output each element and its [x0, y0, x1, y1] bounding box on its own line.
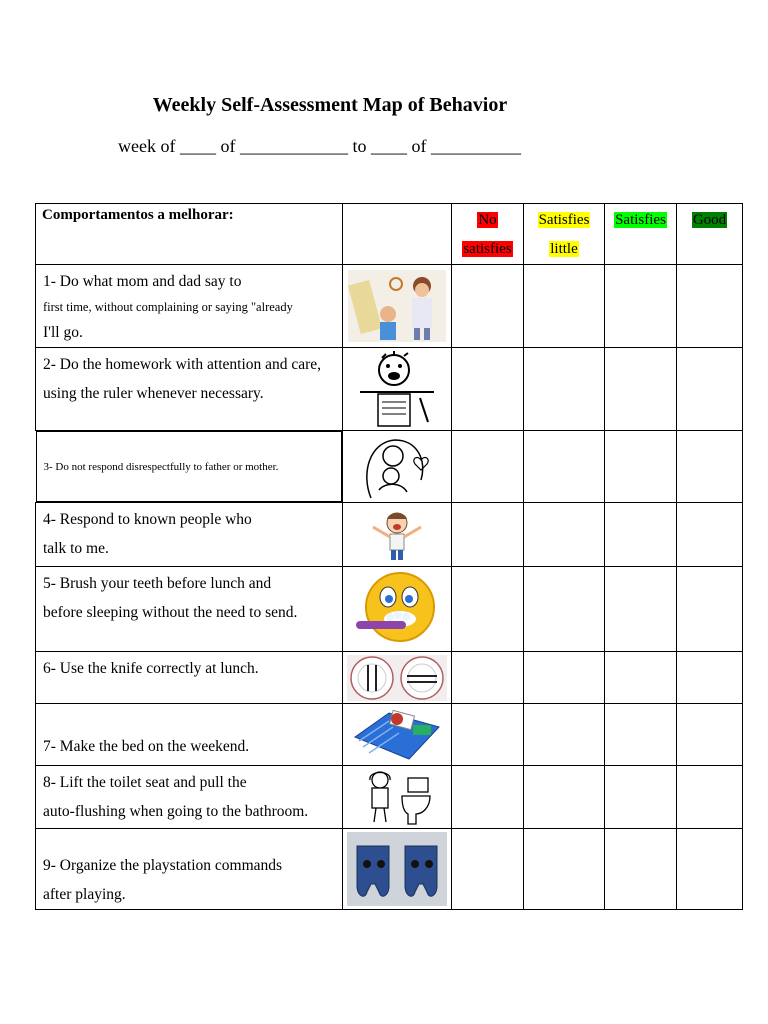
- rating-cell[interactable]: [605, 503, 677, 567]
- rating-good: [677, 204, 743, 265]
- behavior-text: [36, 652, 343, 704]
- rating-cell[interactable]: [677, 431, 743, 503]
- rating-cell[interactable]: [524, 265, 605, 348]
- table-row: [36, 652, 743, 704]
- behavior-line: 7- Make the bed on the weekend.: [43, 738, 250, 755]
- header-image-cell: [343, 204, 452, 265]
- toothbrush-emoji-icon: [343, 567, 452, 652]
- table-row: [36, 766, 743, 829]
- behavior-line: 2- Do the homework with attention and care,: [43, 356, 322, 373]
- behavior-line: 1- Do what mom and dad say to: [43, 273, 242, 290]
- rating-cell[interactable]: [452, 503, 524, 567]
- table-row: [36, 567, 743, 652]
- behavior-text: [36, 704, 343, 766]
- behavior-line: after playing.: [43, 886, 126, 903]
- toilet-icon: [343, 766, 452, 829]
- page-title: Weekly Self-Assessment Map of Behavior: [152, 94, 508, 116]
- rating-cell[interactable]: [605, 704, 677, 766]
- rating-cell[interactable]: [452, 652, 524, 704]
- header-label: Comportamentos a melhorar:: [36, 204, 343, 265]
- hug-icon: [343, 431, 452, 503]
- rating-cell[interactable]: [452, 567, 524, 652]
- table-row: [36, 348, 743, 431]
- rating-satisfies: [605, 204, 677, 265]
- behavior-line: 5- Brush your teeth before lunch and: [43, 575, 272, 592]
- rating-label: little: [550, 241, 578, 257]
- rating-cell[interactable]: [524, 567, 605, 652]
- table-row: [36, 265, 743, 348]
- behavior-line: talk to me.: [43, 540, 109, 557]
- rating-cell[interactable]: [605, 766, 677, 829]
- behavior-line: 3- Do not respond disrespectfully to father or mother.: [43, 461, 279, 473]
- behavior-line: using the ruler whenever necessary.: [43, 385, 264, 402]
- behavior-text: [36, 348, 343, 431]
- rating-cell[interactable]: [524, 503, 605, 567]
- behavior-line: before sleeping without the need to send.: [43, 604, 298, 621]
- rating-cell[interactable]: [677, 567, 743, 652]
- behavior-line: auto-flushing when going to the bathroom.: [43, 803, 309, 820]
- rating-cell[interactable]: [605, 348, 677, 431]
- assessment-table: [35, 203, 743, 910]
- behavior-line: 8- Lift the toilet seat and pull the: [43, 774, 247, 791]
- behavior-line: 6- Use the knife correctly at lunch.: [43, 660, 259, 677]
- rating-label: Good: [692, 212, 727, 228]
- behavior-text: [36, 766, 343, 829]
- behavior-text: [36, 503, 343, 567]
- rating-cell[interactable]: [605, 567, 677, 652]
- rating-cell[interactable]: [677, 652, 743, 704]
- table-row: [36, 704, 743, 766]
- rating-cell[interactable]: [524, 829, 605, 910]
- table-row: [36, 503, 743, 567]
- rating-cell[interactable]: [605, 652, 677, 704]
- rating-cell[interactable]: [452, 265, 524, 348]
- rating-cell[interactable]: [524, 431, 605, 503]
- rating-cell[interactable]: [677, 704, 743, 766]
- homework-icon: [343, 348, 452, 431]
- rating-no-satisfies: [452, 204, 524, 265]
- bed-icon: [343, 704, 452, 766]
- rating-cell[interactable]: [677, 766, 743, 829]
- family-icon: [343, 265, 452, 348]
- behavior-line: first time, without complaining or saying "already: [43, 300, 293, 314]
- rating-cell[interactable]: [677, 348, 743, 431]
- rating-label: satisfies: [463, 241, 512, 257]
- rating-cell[interactable]: [524, 348, 605, 431]
- rating-cell[interactable]: [452, 431, 524, 503]
- header-row: [36, 204, 743, 265]
- rating-cell[interactable]: [605, 265, 677, 348]
- rating-satisfies-little: [524, 204, 605, 265]
- rating-cell[interactable]: [605, 431, 677, 503]
- behavior-text: [36, 431, 343, 502]
- rating-cell[interactable]: [452, 766, 524, 829]
- rating-cell[interactable]: [677, 503, 743, 567]
- table-row: [36, 431, 743, 503]
- plates-cutlery-icon: [343, 652, 452, 704]
- rating-cell[interactable]: [677, 265, 743, 348]
- behavior-line: 9- Organize the playstation commands: [43, 857, 283, 874]
- behavior-text: [36, 567, 343, 652]
- rating-cell[interactable]: [605, 829, 677, 910]
- waving-boy-icon: [343, 503, 452, 567]
- rating-cell[interactable]: [524, 766, 605, 829]
- rating-label: Satisfies: [538, 212, 590, 228]
- rating-cell[interactable]: [524, 652, 605, 704]
- week-line: week of ____ of ____________ to ____ of __________: [118, 136, 521, 156]
- rating-label: No: [478, 212, 497, 228]
- behavior-line: I'll go.: [43, 324, 83, 341]
- rating-cell[interactable]: [452, 829, 524, 910]
- rating-cell[interactable]: [677, 829, 743, 910]
- rating-cell[interactable]: [452, 348, 524, 431]
- table-row: [36, 829, 743, 910]
- rating-label: Satisfies: [615, 212, 666, 228]
- behavior-text: [36, 829, 343, 910]
- rating-cell[interactable]: [524, 704, 605, 766]
- behavior-line: 4- Respond to known people who: [43, 511, 252, 528]
- behavior-text: [36, 265, 343, 348]
- gamepad-icon: [343, 829, 452, 910]
- rating-cell[interactable]: [452, 704, 524, 766]
